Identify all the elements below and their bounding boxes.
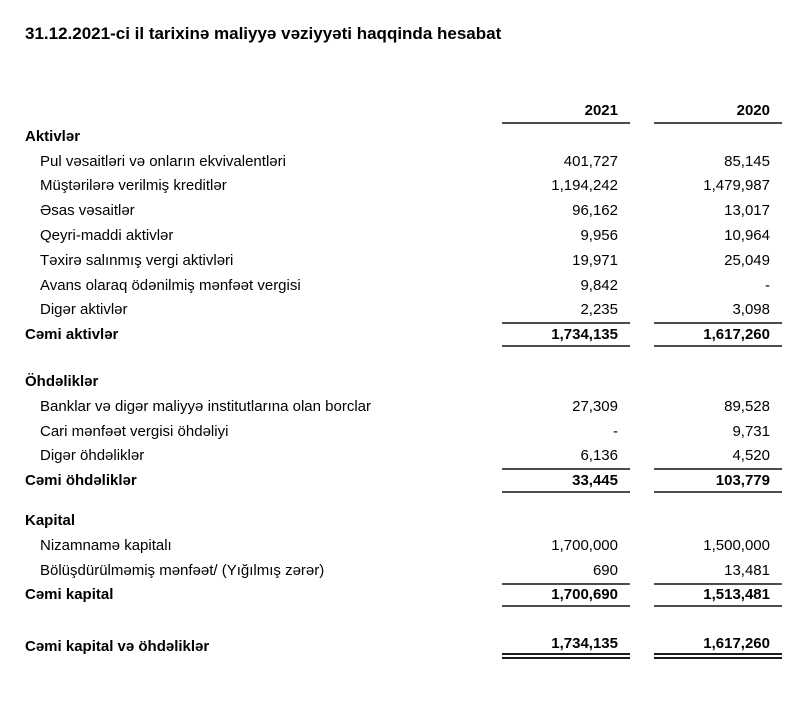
row-label: Digər öhdəliklər [40,447,145,465]
row-label: Cəmi kapital və öhdəliklər [25,638,210,656]
row-label: Təxirə salınmış vergi aktivləri [40,251,234,269]
value-2020 [654,369,782,394]
section-total-row [25,322,782,347]
value-2021: 9,956 [580,227,618,245]
value-2021: 27,309 [572,397,618,415]
table-row [25,149,782,174]
table-row [25,273,782,298]
value-2021: 6,136 [580,447,618,465]
column-header-2020: 2020 [654,84,782,124]
value-2020: 89,528 [724,397,770,415]
value-2021 [502,124,630,149]
page-title: 31.12.2021-ci il tarixinə maliyyə vəziyyəti haqqinda hesabat [25,24,502,43]
table-row [25,394,782,419]
section-block [25,508,782,607]
table-row [25,198,782,223]
row-label: Digər aktivlər [40,301,128,319]
value-2021: 96,162 [572,202,618,220]
table-row [25,419,782,444]
value-2020: 4,520 [732,447,770,465]
row-label: Əsas vəsaitlər [40,202,135,220]
value-2021: - [613,422,618,440]
section-total-row [25,583,782,608]
table-row [25,533,782,558]
column-header-row [25,84,782,124]
row-label: Cari mənfəət vergisi öhdəliyi [40,422,229,440]
table-row [25,298,782,323]
table-row [25,248,782,273]
value-2020: 10,964 [724,227,770,245]
table-row [25,223,782,248]
value-2021: 2,235 [580,301,618,319]
value-2020: 1,479,987 [703,177,770,195]
value-2020 [654,124,782,149]
row-label: Cəmi aktivlər [25,326,119,344]
value-2020: 1,513,481 [654,583,782,608]
value-2021: 1,734,135 [502,634,630,659]
value-2021: 1,700,690 [502,583,630,608]
row-label: Nizamnamə kapitalı [40,536,172,554]
table-row [25,558,782,583]
section-heading-row [25,508,782,533]
row-label: Banklar və digər maliyyə institutlarına olan borclar [40,397,371,415]
row-label: Avans olaraq ödənilmiş mənfəət vergisi [40,276,301,294]
value-2020: - [765,276,770,294]
value-2021: 1,700,000 [551,536,618,554]
value-2021 [502,508,630,533]
value-2021: 690 [592,561,618,579]
value-2021: 9,842 [580,276,618,294]
table-row [25,444,782,469]
value-2020: 9,731 [732,422,770,440]
value-2020: 3,098 [732,301,770,319]
value-2021: 1,194,242 [551,177,618,195]
value-2020: 1,500,000 [703,536,770,554]
value-2020: 1,617,260 [654,634,782,659]
value-2020: 85,145 [724,152,770,170]
value-2020: 13,481 [724,561,770,579]
value-2020: 1,617,260 [654,322,782,347]
column-header-2021: 2021 [502,84,630,124]
row-label: Müştərilərə verilmiş kreditlər [40,177,227,195]
row-label: Aktivlər [25,127,81,145]
value-2021: 33,445 [502,468,630,493]
value-2020: 25,049 [724,251,770,269]
section-block [25,124,782,347]
section-heading-row [25,369,782,394]
row-label: Kapital [25,512,76,530]
row-label: Cəmi kapital [25,586,114,604]
section-heading-row [25,124,782,149]
value-2021: 401,727 [563,152,618,170]
value-2021 [502,369,630,394]
value-2021: 19,971 [572,251,618,269]
row-label: Bölüşdürülməmiş mənfəət/ (Yığılmış zərər) [40,561,325,579]
value-2020 [654,508,782,533]
balance-sheet-table [25,84,782,659]
section-block [25,369,782,493]
table-body [25,124,782,659]
value-2021: 1,734,135 [502,322,630,347]
row-label: Öhdəliklər [25,373,99,391]
value-2020: 13,017 [724,202,770,220]
value-2020: 103,779 [654,468,782,493]
grand-total-row [25,634,782,659]
row-label: Cəmi öhdəliklər [25,472,137,490]
section-total-row [25,468,782,493]
row-label: Pul vəsaitləri və onların ekvivalentləri [40,152,286,170]
table-row [25,174,782,199]
row-label: Qeyri-maddi aktivlər [40,227,174,245]
